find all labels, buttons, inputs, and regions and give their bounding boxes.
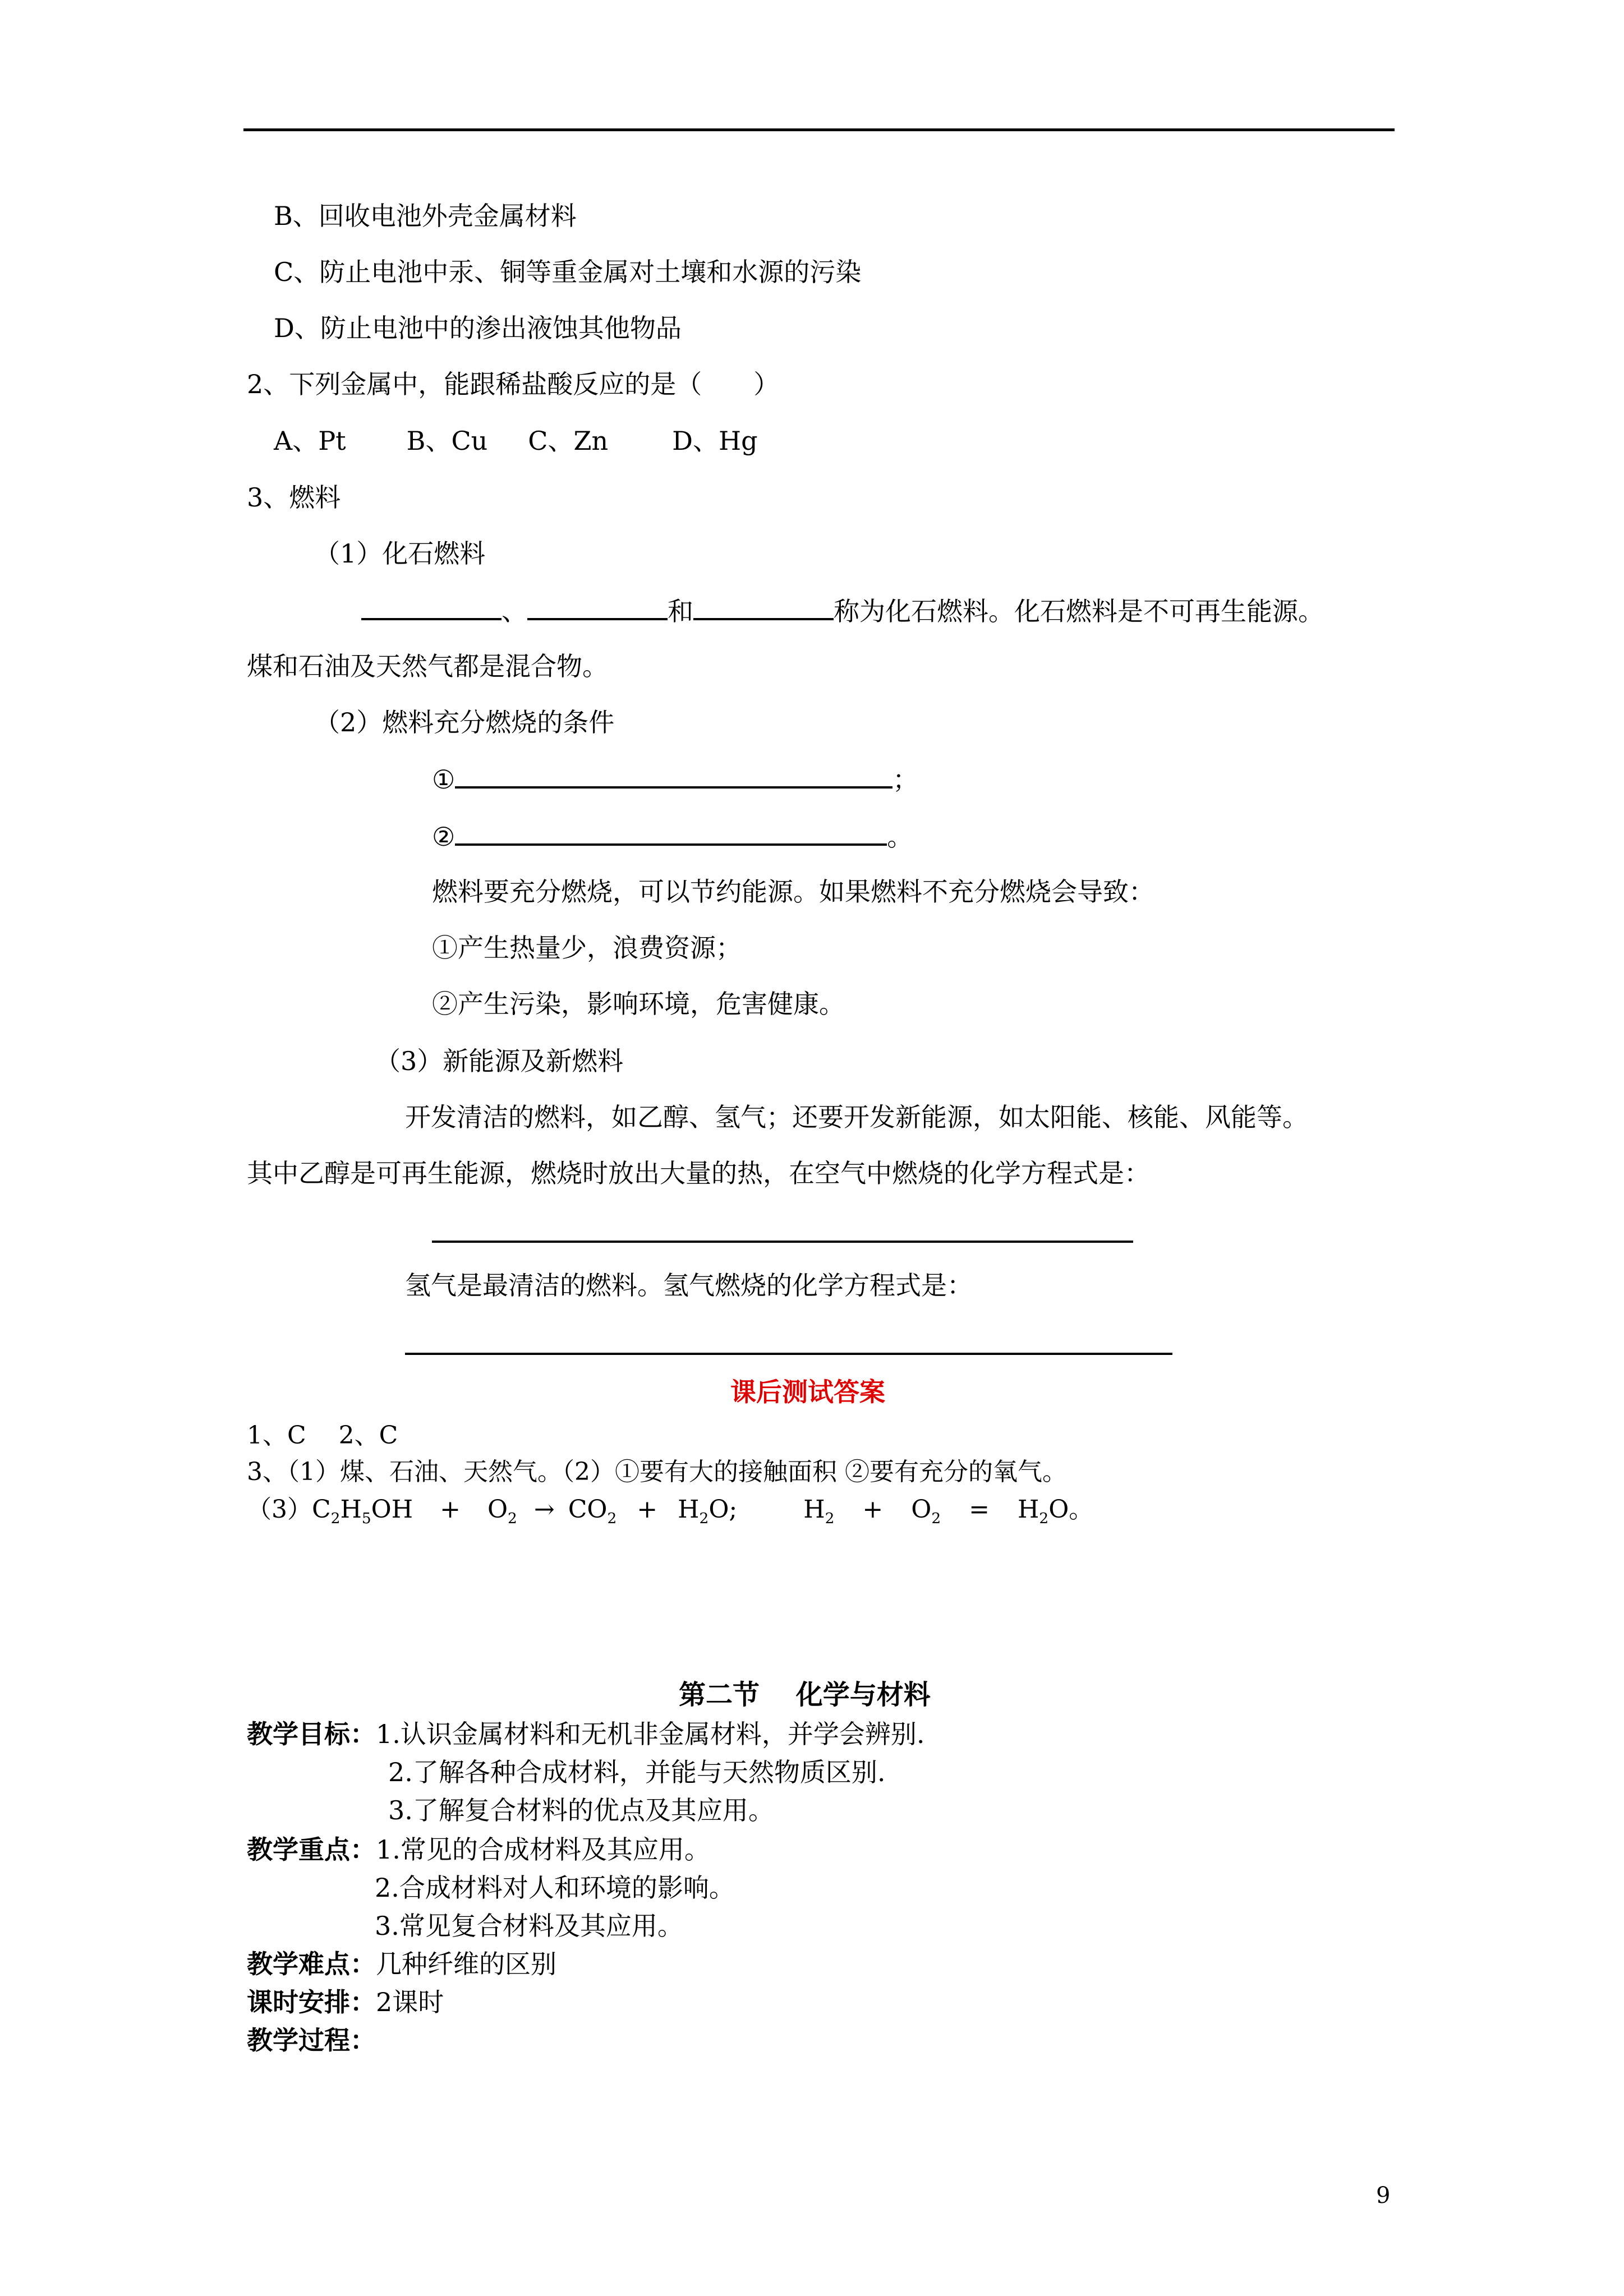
fill-blank[interactable] [455, 819, 887, 846]
key-label: 教学重点： [247, 1834, 376, 1865]
goal-item: 3.了解复合材料的优点及其应用。 [388, 1795, 774, 1825]
q1-option-d: D、防止电池中的渗出液蚀其他物品 [274, 313, 682, 343]
schedule-label: 课时安排： [247, 1987, 376, 2017]
q3-sub3-text3: 氢气是最清洁的燃料。氢气燃烧的化学方程式是： [405, 1270, 973, 1301]
q2-option-c: C、Zn [528, 426, 609, 456]
q3-sub2-point2: ②产生污染，影响环境，危害健康。 [432, 989, 845, 1019]
q3-sub2-title: （2）燃料充分燃烧的条件 [314, 707, 615, 737]
key-row-1 [247, 1833, 710, 1866]
answers-line-1: 1、C 2、C [247, 1421, 398, 1450]
schedule-text: 2课时 [376, 1987, 444, 2017]
schedule-row [247, 1985, 444, 2019]
plus-sign: + [440, 1495, 461, 1524]
water-formula: $H_2O$。 [1018, 1495, 1094, 1527]
answers-line-2: 3、（1）煤、石油、天然气。（2）①要有大的接触面积 ②要有充分的氧气。 [247, 1458, 1067, 1486]
q3-sub1-line2: 煤和石油及天然气都是混合物。 [247, 651, 608, 681]
hydrogen-formula: $H_2$ [803, 1495, 835, 1527]
difficulty-label: 教学难点： [247, 1949, 376, 1979]
process-label: 教学过程： [247, 2025, 376, 2055]
section-title: 第二节 化学与材料 [679, 1679, 931, 1711]
q3-sub2-point1: ①产生热量少，浪费资源； [432, 933, 742, 963]
plus-sign: + [862, 1495, 884, 1524]
page-number: 9 [1376, 2183, 1391, 2209]
q2-options [274, 424, 758, 458]
oxygen-formula: $O_2$ [487, 1495, 517, 1527]
key-item: 1.常见的合成材料及其应用。 [376, 1834, 710, 1865]
q2-option-d: D、Hg [672, 426, 758, 456]
q1-option-b: B、回收电池外壳金属材料 [274, 201, 577, 231]
difficulty-text: 几种纤维的区别 [376, 1949, 556, 1979]
fill-blank[interactable] [361, 593, 502, 620]
oxygen-formula: $O_2$ [911, 1495, 941, 1527]
q3-sub2-text: 燃料要充分燃烧，可以节约能源。如果燃料不充分燃烧会导致： [432, 877, 1154, 907]
goals-row-1 [247, 1717, 925, 1751]
q3-heading: 3、燃料 [247, 482, 341, 513]
difficulty-row [247, 1947, 556, 1981]
punctuation: 。 [887, 822, 913, 852]
eq-prefix: （3） [247, 1495, 312, 1524]
q3-condition-1 [432, 762, 918, 796]
reaction-arrow: → [533, 1495, 555, 1524]
co2-formula: $CO_2$ [568, 1495, 617, 1527]
fill-blank[interactable] [455, 762, 892, 789]
q3-sub1-fill-line [361, 593, 1324, 628]
q3-sub3-title: （3）新能源及新燃料 [375, 1046, 624, 1076]
q3-sub3-text2: 其中乙醇是可再生能源，燃烧时放出大量的热，在空气中燃烧的化学方程式是： [247, 1158, 1150, 1188]
key-item: 3.常见复合材料及其应用。 [375, 1911, 683, 1941]
answers-equations [247, 1493, 1093, 1527]
goal-item: 1.认识金属材料和无机非金属材料，并学会辨别. [376, 1719, 925, 1749]
plus-sign: + [637, 1495, 658, 1524]
sub1-tail-text: 称为化石燃料。化石燃料是不可再生能源。 [834, 596, 1324, 626]
fill-blank[interactable] [527, 593, 668, 620]
q3-sub3-text1: 开发清洁的燃料，如乙醇、氢气；还要开发新能源，如太阳能、核能、风能等。 [405, 1102, 1308, 1132]
separator: 、 [502, 596, 527, 626]
q3-condition-2 [432, 819, 913, 854]
header-rule [243, 128, 1395, 131]
water-formula: $H_2O$ [678, 1495, 729, 1527]
key-item: 2.合成材料对人和环境的影响。 [375, 1873, 735, 1903]
punctuation: ； [892, 764, 919, 795]
fill-blank[interactable] [693, 593, 834, 620]
ethanol-formula: $C_2H_5OH$ [312, 1495, 413, 1527]
answers-title: 课后测试答案 [730, 1377, 885, 1407]
goal-item: 2.了解各种合成材料，并能与天然物质区别. [388, 1757, 886, 1787]
separator: 和 [668, 596, 693, 626]
goals-label: 教学目标： [247, 1719, 376, 1749]
semicolon: ; [729, 1495, 738, 1524]
q2-option-a: A、Pt [274, 426, 346, 456]
q1-option-c: C、防止电池中汞、铜等重金属对土壤和水源的污染 [274, 257, 862, 287]
equals-sign: = [969, 1495, 990, 1524]
equation-answer-line[interactable] [405, 1353, 1172, 1355]
q3-sub1-title: （1）化石燃料 [314, 538, 486, 569]
equation-answer-line[interactable] [432, 1241, 1133, 1243]
circled-one: ① [432, 764, 456, 795]
circled-two: ② [432, 822, 456, 852]
q2-option-b: B、Cu [406, 426, 488, 456]
q2-stem: 2、下列金属中，能跟稀盐酸反应的是（ ） [247, 369, 780, 399]
